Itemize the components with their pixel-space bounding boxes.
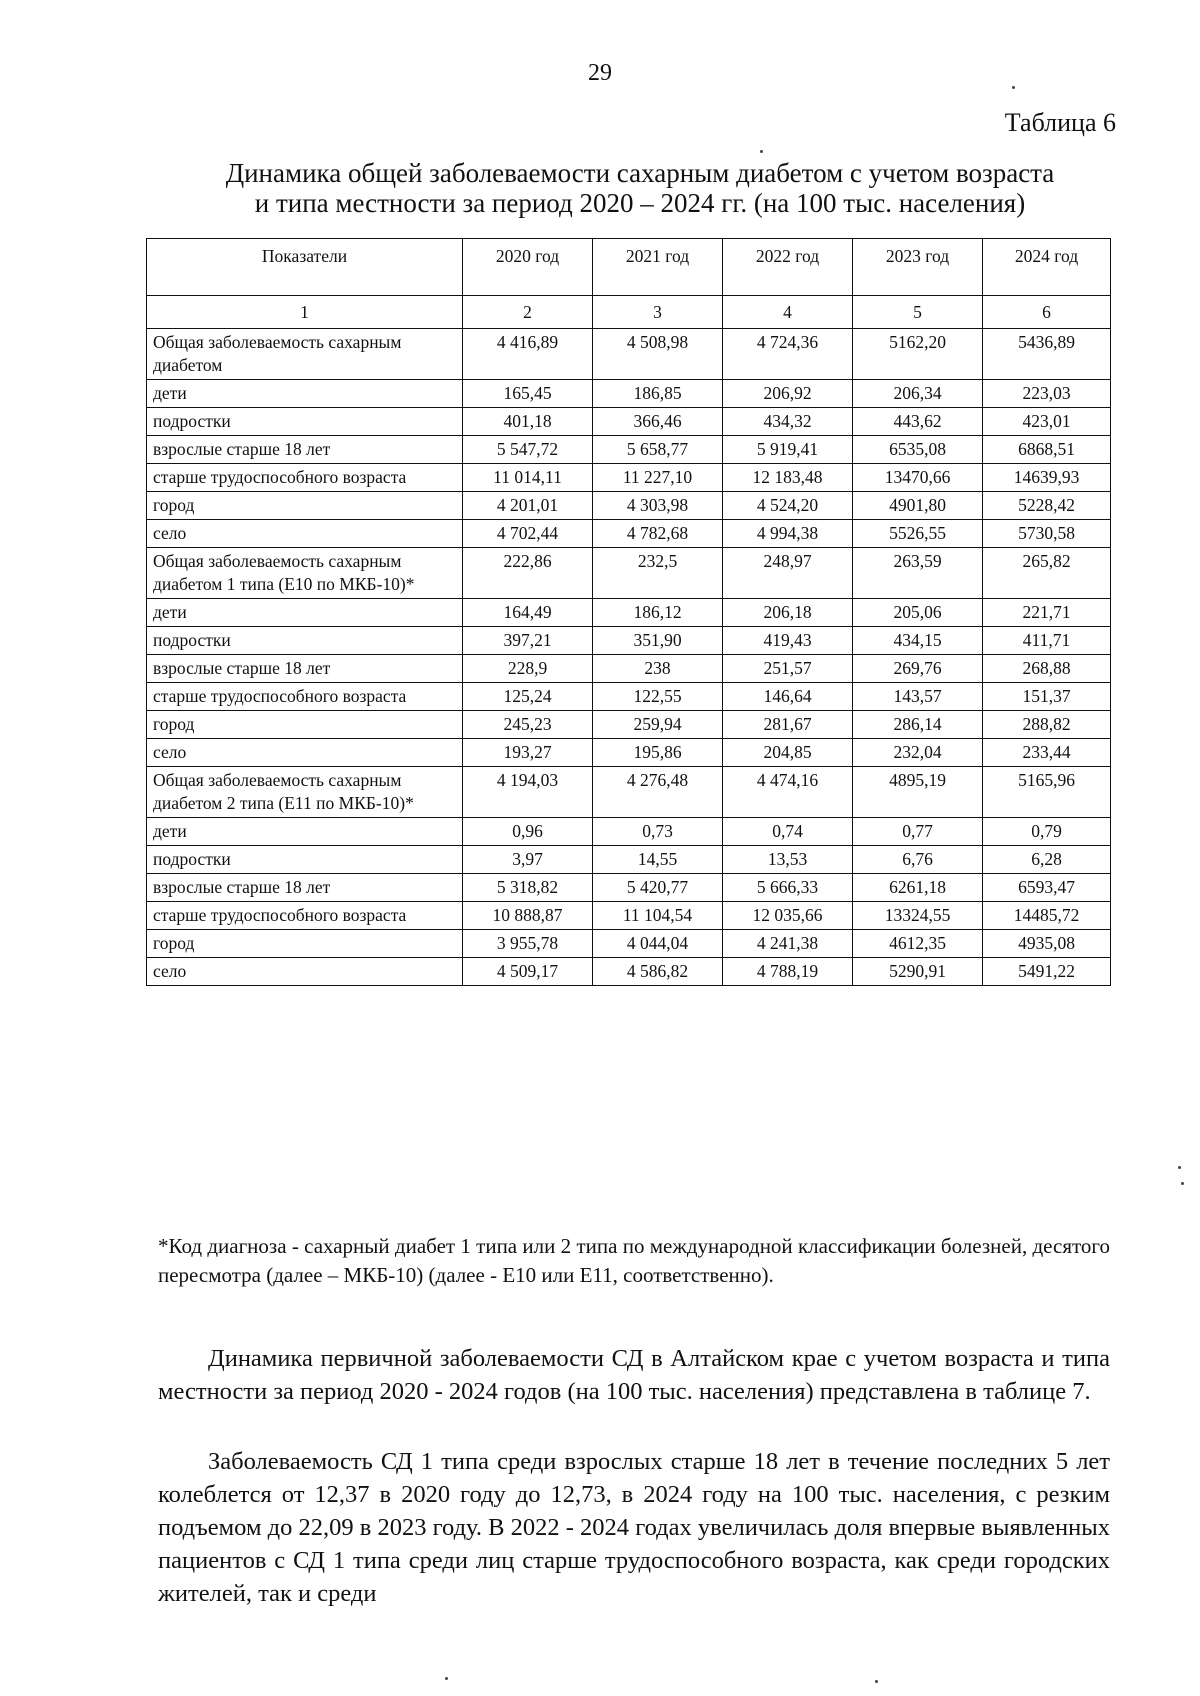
header-2024: 2024 год	[983, 239, 1111, 296]
cell-value: 4935,08	[983, 930, 1111, 958]
cell-value: 4 782,68	[593, 520, 723, 548]
cell-value: 5 919,41	[723, 436, 853, 464]
cell-value: 5162,20	[853, 329, 983, 380]
cell-value: 366,46	[593, 408, 723, 436]
cell-value: 11 104,54	[593, 902, 723, 930]
cell-value: 164,49	[463, 599, 593, 627]
row-label: дети	[147, 599, 463, 627]
row-label: старше трудоспособного возраста	[147, 902, 463, 930]
cell-value: 232,5	[593, 548, 723, 599]
cell-value: 419,43	[723, 627, 853, 655]
cell-value: 423,01	[983, 408, 1111, 436]
cell-value: 248,97	[723, 548, 853, 599]
cell-value: 6,28	[983, 846, 1111, 874]
table-row	[147, 436, 1111, 464]
cell-value: 122,55	[593, 683, 723, 711]
cell-value: 0,77	[853, 818, 983, 846]
row-label: взрослые старше 18 лет	[147, 655, 463, 683]
table-row	[147, 655, 1111, 683]
cell-value: 4 586,82	[593, 958, 723, 986]
table-row	[147, 874, 1111, 902]
cell-value: 4 524,20	[723, 492, 853, 520]
cell-value: 286,14	[853, 711, 983, 739]
column-number: 5	[853, 296, 983, 329]
column-number: 6	[983, 296, 1111, 329]
table-row	[147, 464, 1111, 492]
cell-value: 4612,35	[853, 930, 983, 958]
row-label: Общая заболеваемость сахарным диабетом 1 типа (Е10 по МКБ-10)*	[147, 548, 463, 599]
cell-value: 151,37	[983, 683, 1111, 711]
cell-value: 4 303,98	[593, 492, 723, 520]
cell-value: 13324,55	[853, 902, 983, 930]
header-2021: 2021 год	[593, 239, 723, 296]
cell-value: 193,27	[463, 739, 593, 767]
cell-value: 4 276,48	[593, 767, 723, 818]
cell-value: 401,18	[463, 408, 593, 436]
cell-value: 288,82	[983, 711, 1111, 739]
cell-value: 14485,72	[983, 902, 1111, 930]
cell-value: 14,55	[593, 846, 723, 874]
paragraph-1	[158, 1342, 1110, 1408]
header-indicators: Показатели	[147, 239, 463, 296]
cell-value: 4 508,98	[593, 329, 723, 380]
header-2020: 2020 год	[463, 239, 593, 296]
cell-value: 195,86	[593, 739, 723, 767]
cell-value: 4 194,03	[463, 767, 593, 818]
cell-value: 222,86	[463, 548, 593, 599]
table-row	[147, 627, 1111, 655]
cell-value: 5 666,33	[723, 874, 853, 902]
cell-value: 4 044,04	[593, 930, 723, 958]
row-label: село	[147, 520, 463, 548]
header-row	[147, 239, 1111, 296]
row-label: село	[147, 739, 463, 767]
column-number: 1	[147, 296, 463, 329]
header-2023: 2023 год	[853, 239, 983, 296]
cell-value: 4 994,38	[723, 520, 853, 548]
cell-value: 125,24	[463, 683, 593, 711]
cell-value: 5491,22	[983, 958, 1111, 986]
caption-line-2: и типа местности за период 2020 – 2024 гг. (на 100 тыс. населения)	[254, 188, 1026, 218]
row-label: село	[147, 958, 463, 986]
cell-value: 143,57	[853, 683, 983, 711]
cell-value: 232,04	[853, 739, 983, 767]
column-number: 3	[593, 296, 723, 329]
table-row	[147, 846, 1111, 874]
cell-value: 6868,51	[983, 436, 1111, 464]
cell-value: 4 788,19	[723, 958, 853, 986]
cell-value: 411,71	[983, 627, 1111, 655]
footnote: *Код диагноза - сахарный диабет 1 типа или 2 типа по международной классификации болезней, десятого пересмотра (далее – МКБ-10) (далее - Е10 или Е11, соответственно).	[158, 1234, 1110, 1287]
cell-value: 4 724,36	[723, 329, 853, 380]
cell-value: 245,23	[463, 711, 593, 739]
table-row	[147, 548, 1111, 599]
table-row	[147, 683, 1111, 711]
cell-value: 238	[593, 655, 723, 683]
row-label: город	[147, 492, 463, 520]
cell-value: 11 227,10	[593, 464, 723, 492]
row-label: дети	[147, 380, 463, 408]
page-number: 29	[588, 60, 612, 86]
cell-value: 268,88	[983, 655, 1111, 683]
cell-value: 13470,66	[853, 464, 983, 492]
table-row	[147, 902, 1111, 930]
cell-value: 0,73	[593, 818, 723, 846]
row-label: старше трудоспособного возраста	[147, 464, 463, 492]
column-number: 4	[723, 296, 853, 329]
table-caption	[160, 158, 1120, 218]
cell-value: 228,9	[463, 655, 593, 683]
paragraph-1-text: Динамика первичной заболеваемости СД в Алтайском крае с учетом возраста и типа местности за период 2020 - 2024 годов (на 100 тыс. населения) представлена в таблице 7.	[158, 1345, 1110, 1405]
cell-value: 4 474,16	[723, 767, 853, 818]
cell-value: 5526,55	[853, 520, 983, 548]
cell-value: 6,76	[853, 846, 983, 874]
table-row	[147, 739, 1111, 767]
cell-value: 259,94	[593, 711, 723, 739]
row-label: дети	[147, 818, 463, 846]
cell-value: 0,79	[983, 818, 1111, 846]
cell-value: 351,90	[593, 627, 723, 655]
cell-value: 205,06	[853, 599, 983, 627]
cell-value: 4 702,44	[463, 520, 593, 548]
cell-value: 223,03	[983, 380, 1111, 408]
cell-value: 5436,89	[983, 329, 1111, 380]
table-row	[147, 599, 1111, 627]
caption-line-1: Динамика общей заболеваемости сахарным диабетом с учетом возраста	[225, 158, 1055, 188]
scan-speck	[1181, 1182, 1184, 1185]
cell-value: 12 035,66	[723, 902, 853, 930]
table-row	[147, 711, 1111, 739]
table-row	[147, 930, 1111, 958]
cell-value: 6593,47	[983, 874, 1111, 902]
cell-value: 281,67	[723, 711, 853, 739]
cell-value: 221,71	[983, 599, 1111, 627]
table-row	[147, 767, 1111, 818]
cell-value: 251,57	[723, 655, 853, 683]
scan-speck	[445, 1677, 448, 1680]
cell-value: 186,12	[593, 599, 723, 627]
cell-value: 4895,19	[853, 767, 983, 818]
paragraph-2-text: Заболеваемость СД 1 типа среди взрослых старше 18 лет в течение последних 5 лет колеблется от 12,37 в 2020 году до 12,73, в 2024 году на 100 тыс. населения, с резким подъемом до 22,09 в 2023 году. В 2022 - 2024 годах увеличилась доля впервые выявленных пациентов с СД 1 типа среди лиц старше трудоспособного возраста, как среди городских жителей, так и среди	[158, 1448, 1110, 1607]
cell-value: 5228,42	[983, 492, 1111, 520]
cell-value: 0,74	[723, 818, 853, 846]
table-label: Таблица 6	[1004, 108, 1116, 137]
row-label: подростки	[147, 408, 463, 436]
cell-value: 3 955,78	[463, 930, 593, 958]
table-row	[147, 492, 1111, 520]
scan-speck	[875, 1680, 878, 1683]
cell-value: 6261,18	[853, 874, 983, 902]
table-row	[147, 818, 1111, 846]
row-label: город	[147, 930, 463, 958]
row-label: старше трудоспособного возраста	[147, 683, 463, 711]
cell-value: 146,64	[723, 683, 853, 711]
cell-value: 206,92	[723, 380, 853, 408]
cell-value: 206,34	[853, 380, 983, 408]
row-label: Общая заболеваемость сахарным диабетом 2 типа (Е11 по МКБ-10)*	[147, 767, 463, 818]
cell-value: 434,32	[723, 408, 853, 436]
table-row	[147, 520, 1111, 548]
row-label: подростки	[147, 627, 463, 655]
scan-speck	[1178, 1166, 1181, 1169]
cell-value: 233,44	[983, 739, 1111, 767]
cell-value: 186,85	[593, 380, 723, 408]
cell-value: 206,18	[723, 599, 853, 627]
table-row	[147, 958, 1111, 986]
table-row	[147, 380, 1111, 408]
cell-value: 269,76	[853, 655, 983, 683]
cell-value: 5 547,72	[463, 436, 593, 464]
header-2022: 2022 год	[723, 239, 853, 296]
cell-value: 6535,08	[853, 436, 983, 464]
cell-value: 11 014,11	[463, 464, 593, 492]
cell-value: 4 509,17	[463, 958, 593, 986]
cell-value: 14639,93	[983, 464, 1111, 492]
cell-value: 10 888,87	[463, 902, 593, 930]
cell-value: 4 201,01	[463, 492, 593, 520]
morbidity-table	[146, 238, 1111, 986]
scan-speck	[1012, 86, 1015, 89]
cell-value: 5 658,77	[593, 436, 723, 464]
cell-value: 5 318,82	[463, 874, 593, 902]
cell-value: 165,45	[463, 380, 593, 408]
cell-value: 5165,96	[983, 767, 1111, 818]
cell-value: 4901,80	[853, 492, 983, 520]
column-number: 2	[463, 296, 593, 329]
cell-value: 13,53	[723, 846, 853, 874]
cell-value: 4 241,38	[723, 930, 853, 958]
table-row	[147, 408, 1111, 436]
cell-value: 263,59	[853, 548, 983, 599]
cell-value: 265,82	[983, 548, 1111, 599]
paragraph-2	[158, 1445, 1110, 1610]
table-row	[147, 329, 1111, 380]
cell-value: 3,97	[463, 846, 593, 874]
cell-value: 397,21	[463, 627, 593, 655]
cell-value: 5 420,77	[593, 874, 723, 902]
cell-value: 5730,58	[983, 520, 1111, 548]
row-label: подростки	[147, 846, 463, 874]
cell-value: 204,85	[723, 739, 853, 767]
cell-value: 5290,91	[853, 958, 983, 986]
row-label: взрослые старше 18 лет	[147, 874, 463, 902]
row-label: взрослые старше 18 лет	[147, 436, 463, 464]
row-label: город	[147, 711, 463, 739]
scan-speck	[760, 150, 763, 153]
cell-value: 4 416,89	[463, 329, 593, 380]
cell-value: 0,96	[463, 818, 593, 846]
column-number-row	[147, 296, 1111, 329]
cell-value: 443,62	[853, 408, 983, 436]
cell-value: 12 183,48	[723, 464, 853, 492]
cell-value: 434,15	[853, 627, 983, 655]
row-label: Общая заболеваемость сахарным диабетом	[147, 329, 463, 380]
